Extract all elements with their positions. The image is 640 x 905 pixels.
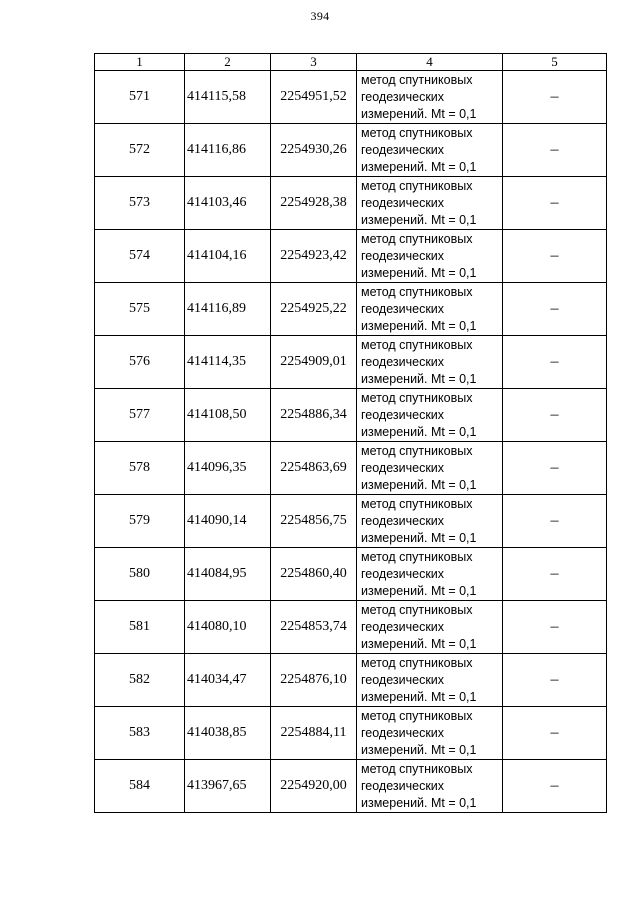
y-coordinate-cell: 2254951,52 xyxy=(271,71,357,124)
y-coordinate-cell: 2254856,75 xyxy=(271,495,357,548)
point-number-cell: 572 xyxy=(95,124,185,177)
x-coordinate-cell: 414034,47 xyxy=(185,654,271,707)
method-line: измерений. Mt = 0,1 xyxy=(361,795,477,810)
method-cell xyxy=(357,71,503,124)
method-cell xyxy=(357,177,503,230)
method-line: геодезических xyxy=(361,248,445,263)
note-cell: – xyxy=(503,177,607,230)
point-number-cell: 574 xyxy=(95,230,185,283)
method-line: метод спутниковых xyxy=(361,337,473,352)
point-number-cell: 581 xyxy=(95,601,185,654)
note-cell: – xyxy=(503,71,607,124)
point-number-cell: 571 xyxy=(95,71,185,124)
method-line: метод спутниковых xyxy=(361,72,473,87)
table-row xyxy=(95,442,607,495)
column-header: 3 xyxy=(271,54,357,71)
point-number-cell: 577 xyxy=(95,389,185,442)
x-coordinate-cell: 414038,85 xyxy=(185,707,271,760)
table-row xyxy=(95,389,607,442)
x-coordinate-cell: 414108,50 xyxy=(185,389,271,442)
note-cell: – xyxy=(503,230,607,283)
method-line: измерений. Mt = 0,1 xyxy=(361,212,477,227)
x-coordinate-cell: 414103,46 xyxy=(185,177,271,230)
method-cell xyxy=(357,601,503,654)
x-coordinate-cell: 414114,35 xyxy=(185,336,271,389)
y-coordinate-cell: 2254923,42 xyxy=(271,230,357,283)
point-number-cell: 576 xyxy=(95,336,185,389)
x-coordinate-cell: 414115,58 xyxy=(185,71,271,124)
method-line: геодезических xyxy=(361,407,445,422)
method-cell xyxy=(357,548,503,601)
point-number-cell: 582 xyxy=(95,654,185,707)
x-coordinate-cell: 414116,89 xyxy=(185,283,271,336)
method-line: метод спутниковых xyxy=(361,178,473,193)
note-cell: – xyxy=(503,442,607,495)
x-coordinate-cell: 414084,95 xyxy=(185,548,271,601)
y-coordinate-cell: 2254925,22 xyxy=(271,283,357,336)
table-row xyxy=(95,760,607,813)
method-line: метод спутниковых xyxy=(361,708,473,723)
y-coordinate-cell: 2254876,10 xyxy=(271,654,357,707)
method-line: геодезических xyxy=(361,142,445,157)
y-coordinate-cell: 2254860,40 xyxy=(271,548,357,601)
method-cell xyxy=(357,389,503,442)
table-row xyxy=(95,71,607,124)
method-line: геодезических xyxy=(361,566,445,581)
method-line: геодезических xyxy=(361,672,445,687)
column-header: 1 xyxy=(95,54,185,71)
column-header: 4 xyxy=(357,54,503,71)
x-coordinate-cell: 414090,14 xyxy=(185,495,271,548)
note-cell: – xyxy=(503,548,607,601)
point-number-cell: 583 xyxy=(95,707,185,760)
method-line: метод спутниковых xyxy=(361,231,473,246)
y-coordinate-cell: 2254928,38 xyxy=(271,177,357,230)
method-line: измерений. Mt = 0,1 xyxy=(361,265,477,280)
point-number-cell: 575 xyxy=(95,283,185,336)
method-cell xyxy=(357,124,503,177)
x-coordinate-cell: 414104,16 xyxy=(185,230,271,283)
method-line: геодезических xyxy=(361,89,445,104)
table-row xyxy=(95,177,607,230)
method-line: метод спутниковых xyxy=(361,496,473,511)
table-row xyxy=(95,283,607,336)
table-row xyxy=(95,654,607,707)
note-cell: – xyxy=(503,336,607,389)
method-line: геодезических xyxy=(361,460,445,475)
method-cell xyxy=(357,283,503,336)
column-header: 2 xyxy=(185,54,271,71)
method-line: геодезических xyxy=(361,513,445,528)
page-number: 394 xyxy=(310,9,330,23)
y-coordinate-cell: 2254909,01 xyxy=(271,336,357,389)
table-row xyxy=(95,601,607,654)
table-row xyxy=(95,124,607,177)
note-cell: – xyxy=(503,495,607,548)
x-coordinate-cell: 413967,65 xyxy=(185,760,271,813)
method-cell xyxy=(357,760,503,813)
point-number-cell: 579 xyxy=(95,495,185,548)
method-cell xyxy=(357,707,503,760)
method-line: геодезических xyxy=(361,301,445,316)
note-cell: – xyxy=(503,124,607,177)
method-line: измерений. Mt = 0,1 xyxy=(361,106,477,121)
method-cell xyxy=(357,442,503,495)
table-row xyxy=(95,230,607,283)
point-number-cell: 573 xyxy=(95,177,185,230)
note-cell: – xyxy=(503,760,607,813)
y-coordinate-cell: 2254886,34 xyxy=(271,389,357,442)
y-coordinate-cell: 2254930,26 xyxy=(271,124,357,177)
x-coordinate-cell: 414080,10 xyxy=(185,601,271,654)
method-cell xyxy=(357,230,503,283)
method-line: метод спутниковых xyxy=(361,549,473,564)
x-coordinate-cell: 414116,86 xyxy=(185,124,271,177)
method-cell xyxy=(357,495,503,548)
point-number-cell: 580 xyxy=(95,548,185,601)
method-line: метод спутниковых xyxy=(361,602,473,617)
table-row xyxy=(95,495,607,548)
method-line: измерений. Mt = 0,1 xyxy=(361,424,477,439)
method-line: метод спутниковых xyxy=(361,655,473,670)
method-line: геодезических xyxy=(361,619,445,634)
table-header-row xyxy=(95,54,607,71)
method-line: измерений. Mt = 0,1 xyxy=(361,477,477,492)
method-line: геодезических xyxy=(361,195,445,210)
y-coordinate-cell: 2254920,00 xyxy=(271,760,357,813)
method-line: измерений. Mt = 0,1 xyxy=(361,742,477,757)
method-line: метод спутниковых xyxy=(361,125,473,140)
x-coordinate-cell: 414096,35 xyxy=(185,442,271,495)
table-row xyxy=(95,336,607,389)
method-line: измерений. Mt = 0,1 xyxy=(361,689,477,704)
note-cell: – xyxy=(503,389,607,442)
method-line: метод спутниковых xyxy=(361,761,473,776)
method-line: измерений. Mt = 0,1 xyxy=(361,159,477,174)
method-line: метод спутниковых xyxy=(361,390,473,405)
coordinates-table xyxy=(94,53,607,813)
method-line: измерений. Mt = 0,1 xyxy=(361,583,477,598)
method-line: метод спутниковых xyxy=(361,284,473,299)
method-line: измерений. Mt = 0,1 xyxy=(361,530,477,545)
point-number-cell: 578 xyxy=(95,442,185,495)
note-cell: – xyxy=(503,601,607,654)
note-cell: – xyxy=(503,283,607,336)
y-coordinate-cell: 2254863,69 xyxy=(271,442,357,495)
method-line: геодезических xyxy=(361,778,445,793)
column-header: 5 xyxy=(503,54,607,71)
method-line: геодезических xyxy=(361,725,445,740)
method-line: измерений. Mt = 0,1 xyxy=(361,318,477,333)
method-line: геодезических xyxy=(361,354,445,369)
method-cell xyxy=(357,336,503,389)
note-cell: – xyxy=(503,707,607,760)
method-line: измерений. Mt = 0,1 xyxy=(361,371,477,386)
note-cell: – xyxy=(503,654,607,707)
point-number-cell: 584 xyxy=(95,760,185,813)
y-coordinate-cell: 2254853,74 xyxy=(271,601,357,654)
table-row xyxy=(95,707,607,760)
table-row xyxy=(95,548,607,601)
method-line: метод спутниковых xyxy=(361,443,473,458)
method-line: измерений. Mt = 0,1 xyxy=(361,636,477,651)
method-cell xyxy=(357,654,503,707)
y-coordinate-cell: 2254884,11 xyxy=(271,707,357,760)
